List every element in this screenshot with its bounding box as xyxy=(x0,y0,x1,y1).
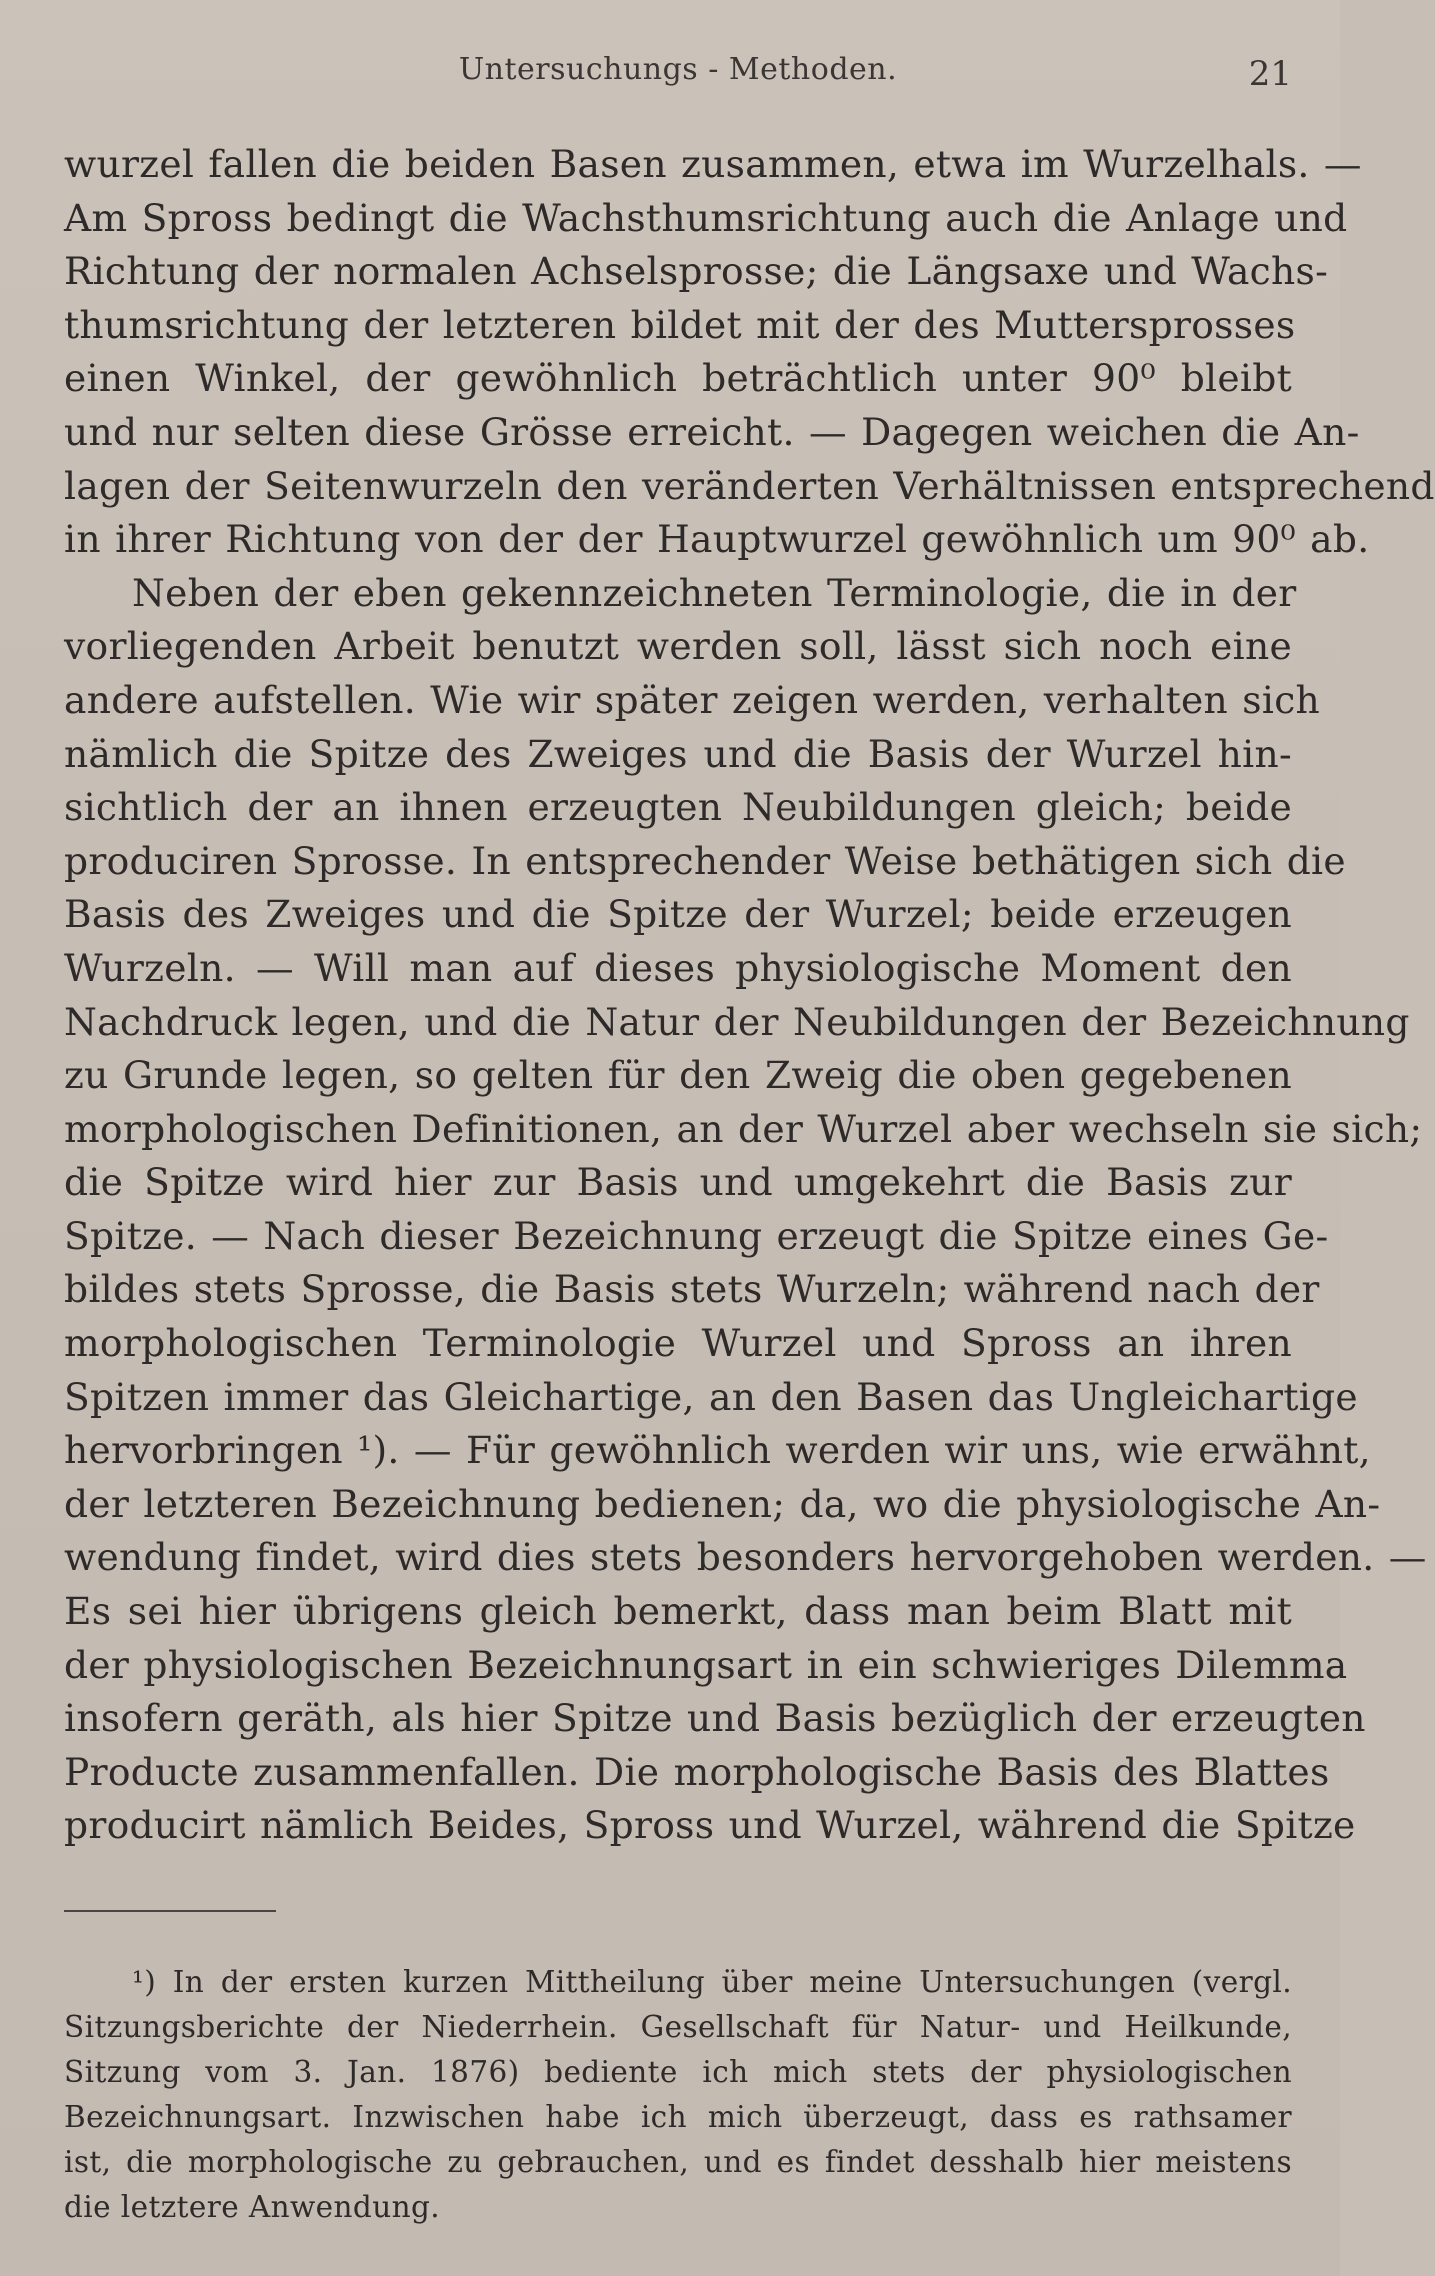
text-line: einen Winkel, der gewöhnlich beträchtlich unter 90⁰ bleibt xyxy=(64,356,1292,401)
text-line: vorliegenden Arbeit benutzt werden soll, lässt sich noch eine xyxy=(64,624,1292,669)
page-header xyxy=(64,52,1292,98)
footnote-line: Bezeichnungsart. Inzwischen habe ich mich überzeugt, dass es rathsamer xyxy=(64,2100,1292,2134)
text-line: Es sei hier übrigens gleich bemerkt, dass man beim Blatt mit xyxy=(64,1589,1292,1634)
text-line: Neben der eben gekennzeichneten Terminologie, die in der xyxy=(132,570,1297,615)
text-line: Producte zusammenfallen. Die morphologische Basis des Blattes xyxy=(64,1749,1330,1794)
text-line: sichtlich der an ihnen erzeugten Neubildungen gleich; beide xyxy=(64,785,1292,830)
text-line: der physiologischen Bezeichnungsart in ein schwieriges Dilemma xyxy=(64,1642,1348,1687)
text-line: Nachdruck legen, und die Natur der Neubildungen der Bezeichnung xyxy=(64,999,1410,1044)
text-line: produciren Sprosse. In entsprechender Weise bethätigen sich die xyxy=(64,838,1346,883)
page-number: 21 xyxy=(1248,54,1292,94)
footnote xyxy=(64,1960,1292,2230)
footnote-line: die letztere Anwendung. xyxy=(64,2190,441,2224)
text-line: wurzel fallen die beiden Basen zusammen, etwa im Wurzelhals. — xyxy=(64,142,1362,186)
text-line: thumsrichtung der letzteren bildet mit der des Muttersprosses xyxy=(64,302,1296,347)
text-line: der letzteren Bezeichnung bedienen; da, wo die physiologische An- xyxy=(64,1481,1381,1526)
text-line: die Spitze wird hier zur Basis und umgekehrt die Basis zur xyxy=(64,1160,1292,1205)
text-line: morphologischen Terminologie Wurzel und Spross an ihren xyxy=(64,1321,1292,1366)
text-line: Richtung der normalen Achselsprosse; die Längsaxe und Wachs- xyxy=(64,249,1329,294)
main-text xyxy=(64,138,1435,1853)
text-line: hervorbringen ¹). — Für gewöhnlich werden wir uns, wie erwähnt, xyxy=(64,1428,1371,1473)
text-line: Basis des Zweiges und die Spitze der Wurzel; beide erzeugen xyxy=(64,892,1292,937)
text-line: andere aufstellen. Wie wir später zeigen werden, verhalten sich xyxy=(64,677,1321,722)
text-line: Spitze. — Nach dieser Bezeichnung erzeugt die Spitze eines Ge- xyxy=(64,1213,1329,1258)
text-line: und nur selten diese Grösse erreicht. — Dagegen weichen die An- xyxy=(64,409,1360,454)
text-line: insofern geräth, als hier Spitze und Basis bezüglich der erzeugten xyxy=(64,1696,1366,1741)
text-line: in ihrer Richtung von der der Hauptwurzel gewöhnlich um 90⁰ ab. xyxy=(64,517,1370,562)
text-line: wendung findet, wird dies stets besonders hervorgehoben werden. — xyxy=(64,1535,1427,1580)
text-line: morphologischen Definitionen, an der Wurzel aber wechseln sie sich; xyxy=(64,1106,1423,1151)
text-line: Wurzeln. — Will man auf dieses physiologische Moment den xyxy=(64,945,1292,990)
text-line: Am Spross bedingt die Wachsthumsrichtung auch die Anlage und xyxy=(64,195,1348,240)
text-line: Spitzen immer das Gleichartige, an den Basen das Ungleichartige xyxy=(64,1374,1358,1419)
footnote-line: Sitzungsberichte der Niederrhein. Gesellschaft für Natur- und Heilkunde, xyxy=(64,2010,1292,2044)
running-title: Untersuchungs - Methoden. xyxy=(458,52,898,87)
footnote-line: Sitzung vom 3. Jan. 1876) bediente ich mich stets der physiologischen xyxy=(64,2055,1292,2089)
footnote-line: ist, die morphologische zu gebrauchen, und es findet desshalb hier meistens xyxy=(64,2145,1292,2179)
text-line: producirt nämlich Beides, Spross und Wurzel, während die Spitze xyxy=(64,1803,1356,1848)
text-line: zu Grunde legen, so gelten für den Zweig die oben gegebenen xyxy=(64,1053,1292,1098)
text-line: nämlich die Spitze des Zweiges und die Basis der Wurzel hin- xyxy=(64,731,1292,776)
footnote-line: ¹) In der ersten kurzen Mittheilung über meine Untersuchungen (vergl. xyxy=(132,1965,1292,1999)
text-line: lagen der Seitenwurzeln den veränderten Verhältnissen entsprechend xyxy=(64,463,1435,508)
text-line: bildes stets Sprosse, die Basis stets Wurzeln; während nach der xyxy=(64,1267,1320,1312)
footnote-divider xyxy=(64,1910,276,1912)
